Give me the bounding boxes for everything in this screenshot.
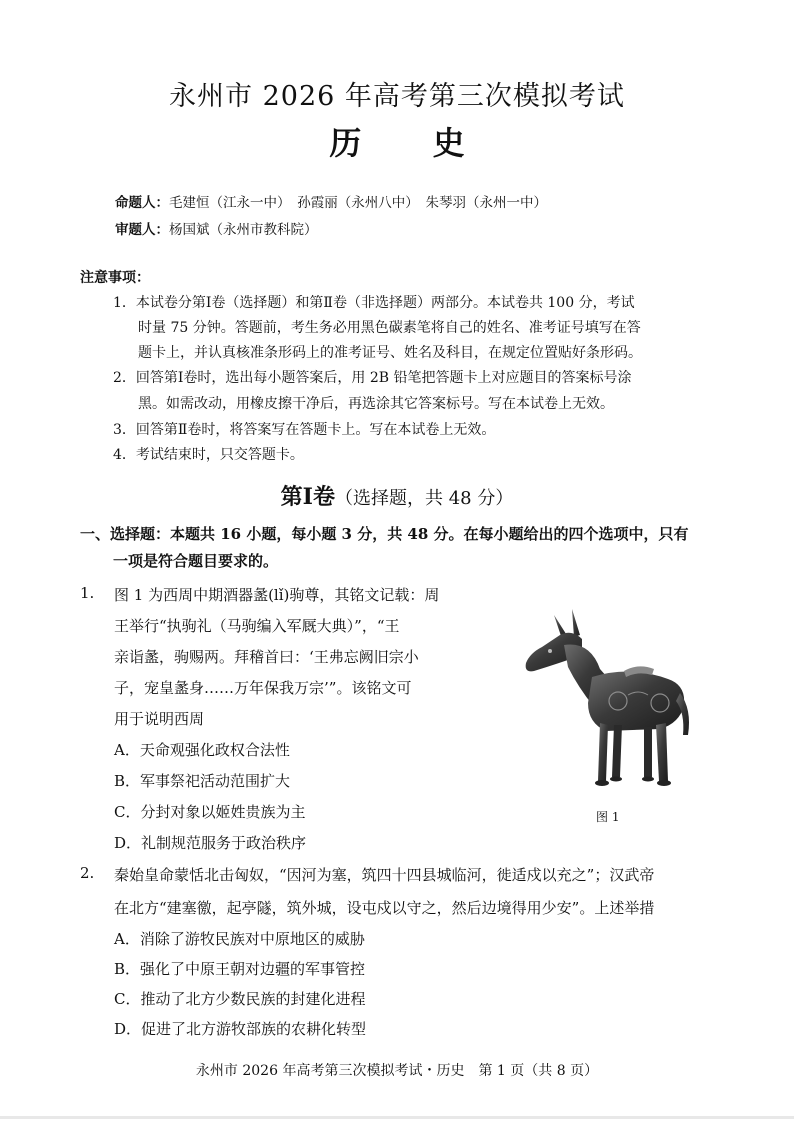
q2-option-c: C．推动了北方少数民族的封建化进程 bbox=[114, 990, 366, 1008]
notice-line: 时量 75 分钟。答题前，考生务必用黑色碳素笔将自己的姓名、准考证号填写在答 bbox=[138, 320, 641, 336]
q1-stem-line: 王举行“执驹礼（马驹编入军厩大典）”，“王 bbox=[114, 617, 400, 635]
q1-stem-line: 亲诣盠，驹赐两。拜稽首曰：‘王弗忘阙旧宗小 bbox=[114, 648, 419, 666]
reviewer-name: 杨国斌（永州市教科院） bbox=[169, 222, 318, 238]
section-intro-line2: 一项是符合题目要求的。 bbox=[113, 552, 279, 570]
reviewer-label: 审题人： bbox=[115, 222, 169, 238]
section-title-sub: （选择题，共 48 分） bbox=[334, 488, 514, 509]
setters-line bbox=[115, 191, 547, 211]
subject-title: 历 史 bbox=[329, 124, 495, 162]
page-footer: 永州市 2026 年高考第三次模拟考试・历史 第 1 页（共 8 页） bbox=[195, 1063, 599, 1079]
q2-stem-line: 在北方“建塞徼，起亭隧，筑外城，设屯戍以守之，然后边境得用少安”。上述举措 bbox=[114, 899, 655, 917]
setters-names: 毛建恒（江永一中） 孙霞丽（永州八中） 朱琴羽（永州一中） bbox=[169, 195, 547, 211]
section-title bbox=[0, 480, 794, 511]
bottom-divider bbox=[0, 1116, 794, 1119]
setters-label: 命题人： bbox=[115, 195, 169, 211]
q2-option-d: D．促进了北方游牧部族的农耕化转型 bbox=[114, 1020, 367, 1038]
q1-stem-line: 子，宠皇盠身……万年保我万宗’”。该铭文可 bbox=[114, 679, 412, 697]
q1-stem-line: 用于说明西周 bbox=[114, 710, 205, 728]
reviewer-line bbox=[115, 218, 318, 238]
notice-line: 题卡上，并认真核准条形码上的准考证号、姓名及科目，在规定位置贴好条形码。 bbox=[138, 345, 642, 361]
q1-option-a: A．天命观强化政权合法性 bbox=[114, 741, 290, 759]
q1-stem-line: 图 1 为西周中期酒器盠(lǐ)驹尊，其铭文记载：周 bbox=[114, 586, 440, 604]
figure-caption: 图 1 bbox=[596, 810, 620, 824]
bronze-colt-figure bbox=[520, 605, 695, 795]
notice-heading: 注意事项： bbox=[80, 270, 150, 286]
q2-number: 2. bbox=[80, 864, 95, 882]
notice-line: 3．回答第Ⅱ卷时，将答案写在答题卡上。写在本试卷上无效。 bbox=[113, 422, 496, 438]
q1-option-c: C．分封对象以姬姓贵族为主 bbox=[114, 803, 306, 821]
notice-line: 黑。如需改动，用橡皮擦干净后，再选涂其它答案标号。写在本试卷上无效。 bbox=[138, 396, 614, 412]
notice-line: 2．回答第Ⅰ卷时，选出每小题答案后，用 2B 铅笔把答题卡上对应题目的答案标号涂 bbox=[113, 370, 632, 386]
q2-stem-line: 秦始皇命蒙恬北击匈奴，“因河为塞，筑四十四县城临河，徙适戍以充之”；汉武帝 bbox=[114, 866, 655, 884]
q1-option-d: D．礼制规范服务于政治秩序 bbox=[114, 834, 307, 852]
notice-line: 1．本试卷分第Ⅰ卷（选择题）和第Ⅱ卷（非选择题）两部分。本试卷共 100 分，考试 bbox=[113, 295, 635, 311]
q1-option-b: B．军事祭祀活动范围扩大 bbox=[114, 772, 291, 790]
section-title-main: 第Ⅰ卷 bbox=[280, 484, 335, 510]
section-intro-line1: 一、选择题：本题共 16 小题，每小题 3 分，共 48 分。在每小题给出的四个选项中，只有 bbox=[80, 525, 689, 543]
q2-option-b: B．强化了中原王朝对边疆的军事管控 bbox=[114, 960, 366, 978]
exam-title: 永州市 2026 年高考第三次模拟考试 bbox=[169, 81, 625, 112]
q2-option-a: A．消除了游牧民族对中原地区的威胁 bbox=[114, 930, 365, 948]
notice-line: 4．考试结束时，只交答题卡。 bbox=[113, 447, 304, 463]
q1-number: 1. bbox=[80, 584, 95, 602]
